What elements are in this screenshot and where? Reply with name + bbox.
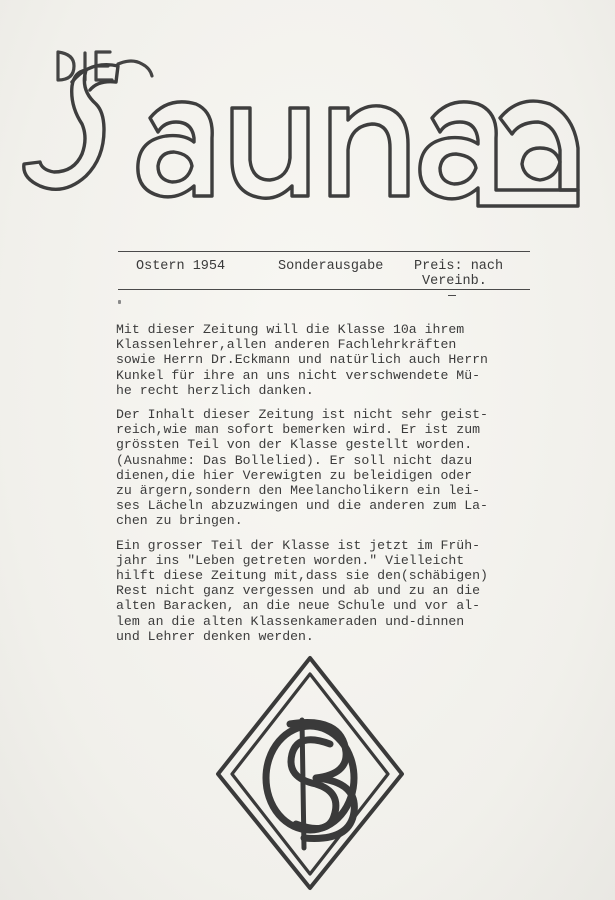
text-line: lem an die alten Klassenkameraden und-dinnen [116, 613, 465, 629]
info-tick-mark [448, 295, 456, 296]
issue-price-label: Preis: nach [414, 259, 504, 274]
info-top-rule [118, 251, 530, 252]
text-line: Rest nicht ganz vergessen und ab und zu an die [116, 583, 481, 599]
masthead-title-logo [0, 0, 615, 235]
text-line: Der Inhalt dieser Zeitung ist nicht sehr geist- [116, 407, 488, 423]
issue-special-edition: Sonderausgabe [278, 259, 384, 274]
editorial-paragraph [116, 538, 556, 644]
monogram-icon [212, 652, 408, 892]
paper-speck [118, 300, 121, 304]
text-line: jahr ins "Leben getreten worden." Vielleicht [116, 552, 465, 568]
info-bottom-rule [118, 289, 530, 290]
text-line: Mit dieser Zeitung will die Klasse 10a ihrem [116, 322, 465, 337]
text-line: und Lehrer denken werden. [116, 628, 314, 644]
text-line: chen zu bringen. [116, 513, 243, 529]
issue-info-bar [118, 247, 530, 297]
text-line: (Ausnahme: Das Bollelied). Er soll nicht dazu [116, 452, 473, 468]
text-line: Kunkel für ihre an uns nicht verschwendete Mü- [116, 367, 481, 383]
text-line: hilft diese Zeitung mit,dass sie den(schäbigen) [116, 568, 488, 584]
issue-edition: Ostern 1954 [136, 259, 226, 274]
text-line: Ein grosser Teil der Klasse ist jetzt im Früh- [116, 537, 481, 553]
text-line: reich,wie man sofort bemerken wird. Er ist zum [116, 422, 481, 438]
masthead [0, 0, 615, 235]
text-line: grössten Teil von der Klasse gestellt worden. [116, 437, 473, 453]
diamond-monogram-logo [212, 652, 408, 892]
editorial-paragraph [116, 407, 556, 529]
text-line: Klassenlehrer,allen anderen Fachlehrkräften [116, 337, 457, 353]
text-line: sowie Herrn Dr.Eckmann und natürlich auch Herrn [116, 352, 488, 368]
editorial-text [116, 322, 556, 653]
text-line: he recht herzlich danken. [116, 382, 314, 398]
editorial-paragraph [116, 322, 556, 398]
text-line: dienen,die hier Verewigten zu beleidigen oder [116, 467, 473, 483]
masthead-big-word [24, 65, 578, 206]
text-line: alten Baracken, an die neue Schule und vor al- [116, 598, 481, 614]
text-line: zu ärgern,sondern den Meelancholikern ein lei- [116, 483, 481, 499]
issue-price-value: Vereinb. [422, 274, 487, 289]
text-line: ses Lächeln abzuzwingen und die anderen zum La- [116, 498, 488, 514]
